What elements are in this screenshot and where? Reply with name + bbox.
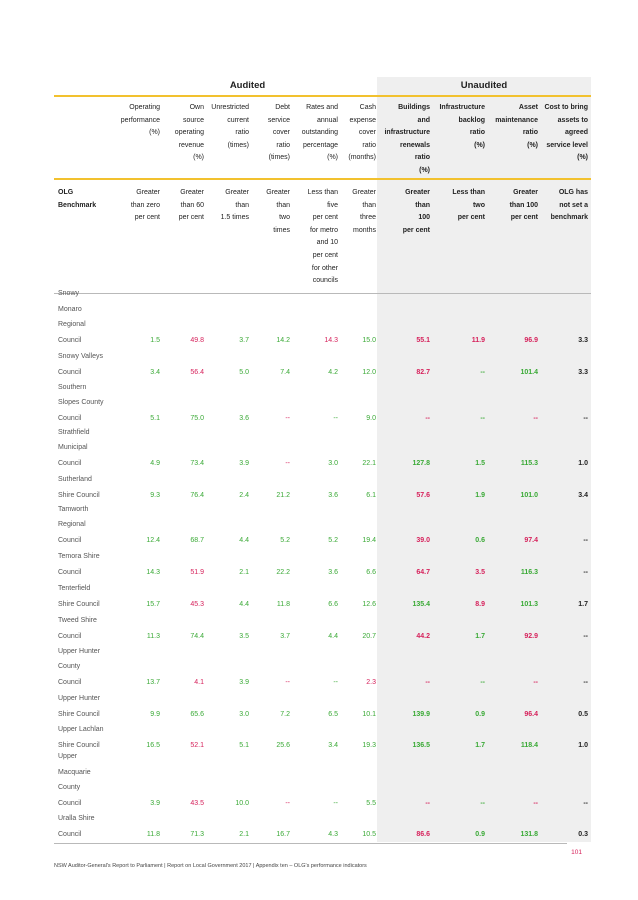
table-cell: -- — [333, 800, 338, 807]
table-cell: -- — [425, 679, 430, 686]
column-header: Infrastructure backlog ratio (%) — [439, 104, 485, 149]
table-cell: 74.4 — [190, 633, 204, 640]
table-cell: -- — [480, 415, 485, 422]
table-cell: 22.1 — [362, 460, 376, 467]
table-cell: 96.4 — [524, 711, 538, 718]
table-cell: 15.7 — [146, 601, 160, 608]
table-cell: 52.1 — [190, 742, 204, 749]
table-cell: -- — [583, 415, 588, 422]
table-cell: 10.1 — [362, 711, 376, 718]
table-cell: 4.1 — [194, 679, 204, 686]
table-cell: 135.4 — [412, 601, 430, 608]
table-cell: 57.6 — [416, 492, 430, 499]
table-cell: 68.7 — [190, 537, 204, 544]
table-cell: 14.3 — [324, 337, 338, 344]
table-cell: 1.0 — [578, 460, 588, 467]
table-cell: 21.2 — [276, 492, 290, 499]
council-name: Sutherland Shire Council — [58, 476, 100, 499]
table-cell: 2.1 — [239, 831, 249, 838]
table-cell: 16.5 — [146, 742, 160, 749]
table-cell: 115.3 — [520, 460, 538, 467]
table-cell: -- — [285, 679, 290, 686]
table-cell: 4.4 — [239, 601, 249, 608]
table-cell: 3.7 — [239, 337, 249, 344]
benchmark-cell: Less than five per cent for metro and 10 per cent for other councils — [307, 189, 338, 285]
table-cell: 139.9 — [412, 711, 430, 718]
table-cell: 11.8 — [146, 831, 160, 838]
benchmark-label: OLG Benchmark — [58, 189, 97, 209]
table-cell: 4.4 — [239, 537, 249, 544]
council-name: Upper Hunter County Council — [58, 647, 101, 686]
benchmark-cell: Greater than 100 per cent — [402, 189, 430, 234]
council-name: Strathfield Municipal Council — [58, 428, 90, 467]
table-cell: 19.4 — [362, 537, 376, 544]
column-header: Unrestricted current ratio (times) — [211, 104, 249, 149]
table-cell: -- — [480, 369, 485, 376]
table-cell: 6.5 — [328, 711, 338, 718]
table-cell: 8.9 — [475, 601, 485, 608]
table-cell: 65.6 — [190, 711, 204, 718]
table-cell: 5.1 — [239, 742, 249, 749]
table-cell: 39.0 — [416, 537, 430, 544]
table-cell: 19.3 — [362, 742, 376, 749]
table-cell: 2.1 — [239, 569, 249, 576]
table-cell: 6.1 — [366, 492, 376, 499]
table-cell: 2.4 — [239, 492, 249, 499]
table-cell: 3.7 — [280, 633, 290, 640]
table-cell: 73.4 — [190, 460, 204, 467]
header-divider-columns — [54, 178, 591, 180]
table-cell: 0.5 — [578, 711, 588, 718]
benchmark-cell: Greater than 60 per cent — [178, 189, 204, 222]
council-name: Upper Macquarie County Council — [58, 752, 91, 807]
column-header: Rates and annual outstanding percentage (%) — [301, 104, 338, 162]
table-cell: 3.5 — [475, 569, 485, 576]
council-name: Temora Shire Council — [58, 553, 100, 576]
council-name: Snowy Monaro Regional Council — [58, 289, 86, 344]
table-cell: 3.3 — [578, 337, 588, 344]
table-cell: 5.2 — [328, 537, 338, 544]
table-cell: -- — [533, 800, 538, 807]
table-cell: 45.3 — [190, 601, 204, 608]
table-cell: 12.0 — [362, 369, 376, 376]
table-cell: 101.0 — [520, 492, 538, 499]
footer-text: NSW Auditor-General's Report to Parliament | Report on Local Government 2017 | Appendix ten – OLG's performance indicators — [54, 863, 367, 869]
table-cell: -- — [533, 415, 538, 422]
table-cell: 5.1 — [150, 415, 160, 422]
table-cell: 82.7 — [416, 369, 430, 376]
table-cell: 14.3 — [146, 569, 160, 576]
table-cell: -- — [333, 679, 338, 686]
table-cell: 6.6 — [366, 569, 376, 576]
table-cell: 1.7 — [578, 601, 588, 608]
table-cell: 1.0 — [578, 742, 588, 749]
table-cell: 14.2 — [276, 337, 290, 344]
table-cell: 4.9 — [150, 460, 160, 467]
table-cell: 75.0 — [190, 415, 204, 422]
table-cell: -- — [480, 679, 485, 686]
table-cell: 11.9 — [471, 337, 485, 344]
table-cell: 1.9 — [475, 492, 485, 499]
column-header: Asset maintenance ratio (%) — [495, 104, 538, 149]
table-cell: -- — [583, 679, 588, 686]
table-cell: -- — [285, 415, 290, 422]
table-cell: 10.0 — [235, 800, 249, 807]
table-cell: -- — [583, 633, 588, 640]
council-name: Tweed Shire Council — [58, 617, 97, 640]
table-cell: 4.3 — [328, 831, 338, 838]
table-cell: -- — [480, 800, 485, 807]
table-cell: 4.4 — [328, 633, 338, 640]
table-cell: 3.0 — [328, 460, 338, 467]
column-header: Debt service cover ratio (times) — [267, 104, 290, 162]
benchmark-cell: Greater than three months — [352, 189, 376, 234]
table-cell: 0.6 — [475, 537, 485, 544]
table-cell: 7.4 — [280, 369, 290, 376]
table-cell: 10.5 — [362, 831, 376, 838]
table-cell: 1.5 — [475, 460, 485, 467]
table-cell: 3.0 — [239, 711, 249, 718]
table-cell: 97.4 — [524, 537, 538, 544]
table-cell: -- — [333, 415, 338, 422]
table-cell: 101.3 — [520, 601, 538, 608]
table-cell: 20.7 — [362, 633, 376, 640]
column-header: Buildings and infrastructure renewals ratio (%) — [384, 104, 430, 174]
table-cell: 71.3 — [190, 831, 204, 838]
table-cell: 49.8 — [190, 337, 204, 344]
table-cell: 7.2 — [280, 711, 290, 718]
table-cell: 51.9 — [190, 569, 204, 576]
table-cell: 44.2 — [416, 633, 430, 640]
table-cell: 25.6 — [276, 742, 290, 749]
table-cell: 22.2 — [276, 569, 290, 576]
table-cell: 101.4 — [520, 369, 538, 376]
table-cell: 86.6 — [416, 831, 430, 838]
benchmark-cell: Greater than 100 per cent — [509, 189, 538, 222]
table-cell: 64.7 — [416, 569, 430, 576]
benchmark-cell: Greater than zero per cent — [130, 189, 160, 222]
table-cell: 1.7 — [475, 742, 485, 749]
benchmark-cell: Greater than 1.5 times — [220, 189, 249, 222]
table-cell: 3.4 — [150, 369, 160, 376]
council-name: Tamworth Regional Council — [58, 505, 89, 544]
table-cell: 15.0 — [362, 337, 376, 344]
table-cell: 56.4 — [190, 369, 204, 376]
page-number: 101 — [571, 849, 582, 856]
table-cell: 0.9 — [475, 831, 485, 838]
table-cell: 12.6 — [362, 601, 376, 608]
table-cell: 3.4 — [328, 742, 338, 749]
table-cell: 43.5 — [190, 800, 204, 807]
council-name: Upper Lachlan Shire Council — [58, 726, 104, 749]
council-name: Snowy Valleys Council — [58, 353, 104, 376]
table-cell: 5.5 — [366, 800, 376, 807]
table-cell: 0.9 — [475, 711, 485, 718]
column-header: Cost to bring assets to agreed service level (%) — [544, 104, 588, 162]
table-cell: 2.3 — [366, 679, 376, 686]
audited-heading: Audited — [229, 80, 266, 91]
table-cell: 76.4 — [190, 492, 204, 499]
table-cell: 96.9 — [524, 337, 538, 344]
table-cell: 9.9 — [150, 711, 160, 718]
benchmark-cell: OLG has not set a benchmark — [550, 189, 588, 222]
table-cell: 4.2 — [328, 369, 338, 376]
table-cell: 3.5 — [239, 633, 249, 640]
table-cell: 0.3 — [578, 831, 588, 838]
table-cell: -- — [425, 800, 430, 807]
benchmark-cell: Less than two per cent — [452, 189, 485, 222]
footer-divider — [54, 843, 567, 844]
table-cell: 127.8 — [412, 460, 430, 467]
table-cell: 12.4 — [146, 537, 160, 544]
table-cell: 118.4 — [520, 742, 538, 749]
column-header: Own source operating revenue (%) — [174, 104, 204, 162]
table-cell: 136.5 — [412, 742, 430, 749]
council-name: Upper Hunter Shire Council — [58, 695, 101, 718]
table-cell: -- — [533, 679, 538, 686]
council-name: Southern Slopes County Council — [58, 383, 104, 422]
table-cell: 116.3 — [520, 569, 538, 576]
table-cell: 3.9 — [239, 460, 249, 467]
table-cell: 1.7 — [475, 633, 485, 640]
benchmark-divider — [54, 293, 591, 294]
column-header: Operating performance (%) — [120, 104, 160, 137]
table-cell: 3.9 — [150, 800, 160, 807]
table-cell: 1.5 — [150, 337, 160, 344]
table-cell: -- — [425, 415, 430, 422]
table-cell: 5.2 — [280, 537, 290, 544]
table-cell: 3.6 — [328, 569, 338, 576]
table-cell: -- — [285, 800, 290, 807]
table-cell: 11.3 — [146, 633, 160, 640]
table-cell: -- — [583, 800, 588, 807]
table-cell: 3.9 — [239, 679, 249, 686]
table-cell: -- — [583, 569, 588, 576]
unaudited-heading: Unaudited — [460, 80, 508, 91]
table-cell: 5.0 — [239, 369, 249, 376]
table-cell: 13.7 — [146, 679, 160, 686]
council-name: Tenterfield Shire Council — [58, 585, 100, 608]
table-cell: -- — [583, 537, 588, 544]
header-divider-top — [54, 95, 591, 97]
council-name: Uralla Shire Council — [58, 815, 95, 838]
column-header: Cash expense cover ratio (months) — [348, 104, 376, 162]
table-cell: 3.3 — [578, 369, 588, 376]
table-cell: 131.8 — [520, 831, 538, 838]
table-cell: 9.3 — [150, 492, 160, 499]
table-cell: 9.0 — [366, 415, 376, 422]
table-cell: 55.1 — [416, 337, 430, 344]
table-cell: 6.6 — [328, 601, 338, 608]
table-cell: 3.6 — [328, 492, 338, 499]
benchmark-cell: Greater than two times — [266, 189, 290, 234]
table-cell: 92.9 — [524, 633, 538, 640]
table-cell: 3.4 — [578, 492, 588, 499]
table-cell: 16.7 — [276, 831, 290, 838]
table-cell: 3.6 — [239, 415, 249, 422]
table-cell: -- — [285, 460, 290, 467]
table-cell: 11.8 — [276, 601, 290, 608]
